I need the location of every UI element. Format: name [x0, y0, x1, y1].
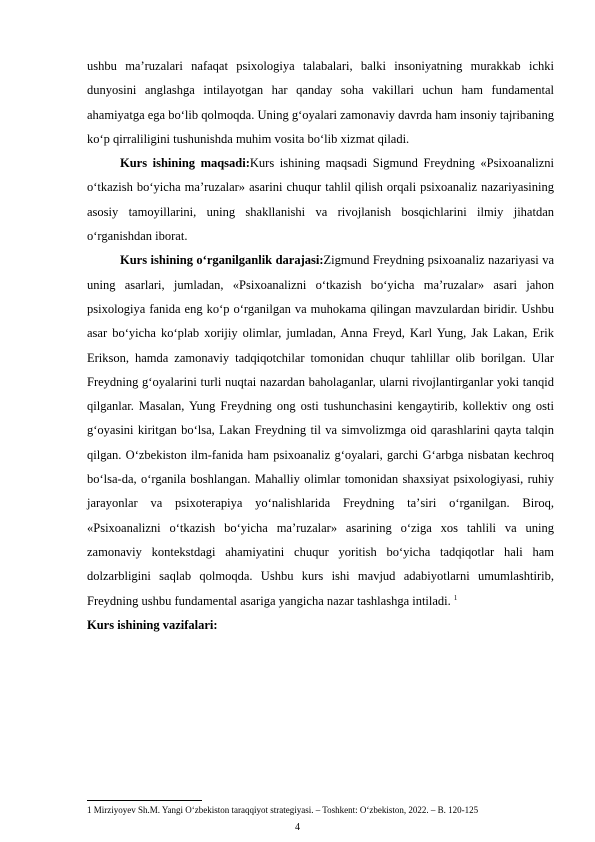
intro-paragraph: ushbu maʼruzalari nafaqat psixologiya talabalari, balki insoniyatning murakkab ichki dunyosini anglashga intilayotgan har qanday soha vakillari uchun ham fundamental ahamiyatga ega boʻlib qolmoqda. Uning gʻoyalari zamonaviy davrda ham insoniy tajribaning koʻp qirraliligini tushunishda muhim vosita boʻlib xizmat qiladi.	[87, 59, 554, 146]
study-text: Zigmund Freydning psixoanaliz nazariyasi va uning asarlari, jumladan, «Psixoanalizni oʻtkazish boʻyicha maʼruzalar» asari jahon psixologiya fanida eng koʻp oʻrganilgan va muhokama qilingan mavzulardan biridir. Ushbu asar boʻyicha koʻplab xorijiy olimlar, jumladan, Anna Freyd, Karl Yung, Jak Lakan, Erik Erikson, hamda zamonaviy tadqiqotchilar tomonidan chuqur tahlillar olib borilgan. Ular Freydning gʻoyalarini turli nuqtai nazardan baholaganlar, ularni rivojlantirganlar yoki tanqid qilganlar. Masalan, Yung Freydning ong osti tushunchasini kengaytirib, kollektiv ong osti gʻoyasini kiritgan boʻlsa, Lakan Freydning til va simvolizmga oid qarashlarini qayta talqin qilgan. Oʻzbekiston ilm-fanida ham psixoanaliz gʻoyalari, garchi Gʻarbga nisbatan kechroq boʻlsa-da, oʻrganila boshlangan. Mahalliy olimlar tomonidan shaxsiyat psixologiyasi, ruhiy jarayonlar va psixoterapiya yoʻnalishlarida Freydning taʼsiri oʻrganilgan. Biroq, «Psixoanalizni oʻtkazish boʻyicha maʼruzalar» asarining oʻziga xos tahlili va uning zamonaviy kontekstdagi ahamiyatini chuqur yoritish boʻyicha tadqiqotlar hali ham dolzarbligini saqlab qolmoqda. Ushbu kurs ishi mavjud adabiyotlarni umumlashtirib, Freydning ushbu fundamental asariga yangicha nazar tashlashga intiladi.	[87, 253, 554, 608]
study-paragraph	[87, 248, 554, 612]
aim-paragraph	[87, 151, 554, 248]
aim-label: Kurs ishining maqsadi:	[120, 156, 250, 171]
aim-text: Kurs ishining maqsadi Sigmund Freydning «Psixoanalizni oʻtkazish boʻyicha maʼruzalar» asarini chuqur tahlil qilish orqali psixoanaliz nazariyasining asosiy tamoyillarini, uning shakllanishi va rivojlanish bosqichlarini ilmiy jihatdan oʻrganishdan iborat.	[87, 156, 554, 244]
tasks-heading: Kurs ishining vazifalari:	[87, 617, 218, 632]
footnote-divider	[87, 800, 202, 801]
page-body	[87, 54, 554, 637]
footnote: 1 Mirziyoyev Sh.M. Yangi Oʻzbekiston taraqqiyot strategiyasi. – Toshkent: Oʻzbekiston, 2022. – B. 120-125	[87, 805, 479, 815]
page-number: 4	[295, 822, 300, 833]
footnote-reference: 1	[453, 593, 458, 602]
study-label: Kurs ishining oʻrganilganlik darajasi:	[120, 253, 324, 268]
